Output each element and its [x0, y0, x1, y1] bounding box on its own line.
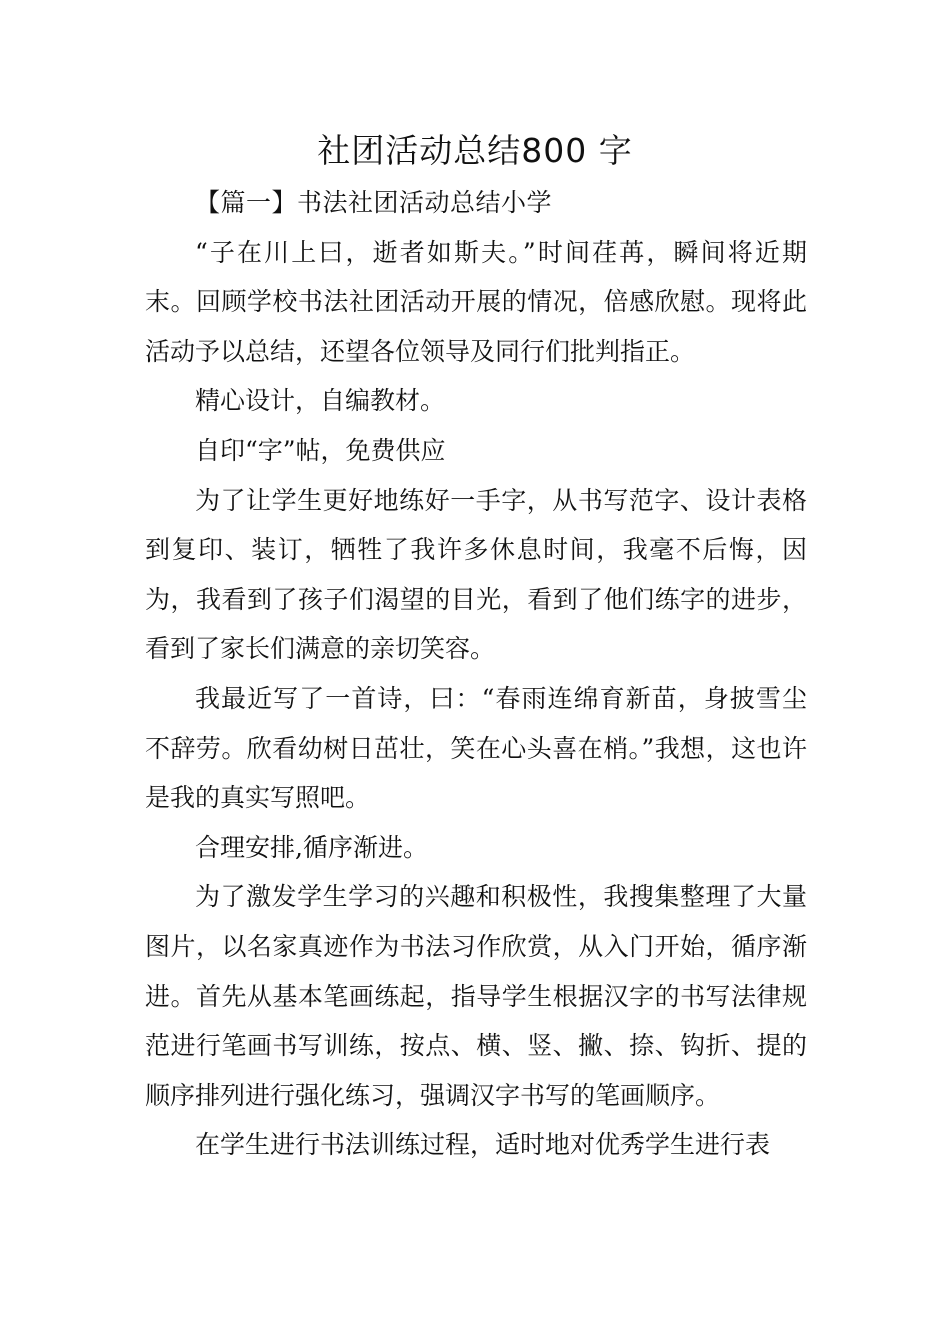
paragraph: 自印“字”帖，免费供应 [195, 435, 446, 465]
paragraph: 为了让学生更好地练好一手字，从书写范字、设计表格到复印、装订，牺牲了我许多休息时间，我毫不后悔，因为，我看到了孩子们渴望的目光，看到了他们练字的进步，看到了家长们满意的亲切笑容。 [145, 485, 807, 664]
paragraph: 合理安排,循序渐进。 [195, 832, 428, 862]
paragraph: “子在川上曰，逝者如斯夫。”时间荏苒，瞬间将近期末。回顾学校书法社团活动开展的情况，倍感欣慰。现将此活动予以总结，还望各位领导及同行们批判指正。 [145, 237, 807, 366]
paragraph: 为了激发学生学习的兴趣和积极性，我搜集整理了大量图片，以名家真迹作为书法习作欣赏，从入门开始，循序渐进。首先从基本笔画练起，指导学生根据汉字的书写法律规范进行笔画书写训练，按点、横、竖、撇、捺、钩折、提的顺序排列进行强化练习，强调汉字书写的笔画顺序。 [145, 882, 807, 1110]
paragraph: 我最近写了一首诗，曰：“春雨连绵育新苗，身披雪尘不辞劳。欣看幼树日茁壮，笑在心头喜在梢。”我想，这也许是我的真实写照吧。 [145, 683, 807, 813]
paragraph: 精心设计，自编教材。 [195, 386, 446, 416]
section-heading: 【篇一】书法社团活动总结小学 [195, 188, 553, 217]
document-body [145, 178, 807, 1170]
document-title: 社团活动总结800 字 [317, 131, 633, 170]
paragraph: 在学生进行书法训练过程，适时地对优秀学生进行表 [195, 1130, 771, 1160]
